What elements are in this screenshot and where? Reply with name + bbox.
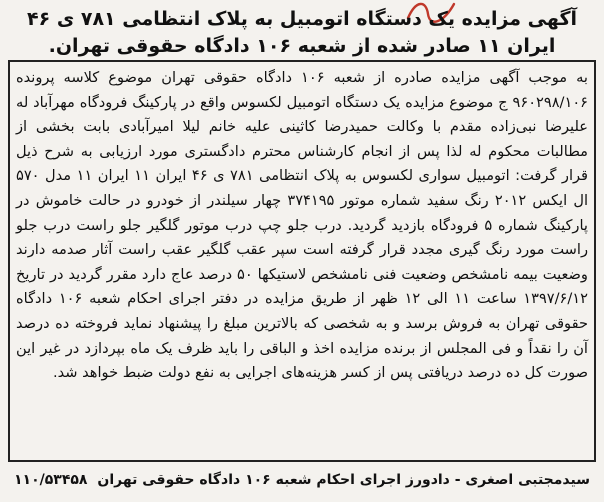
- notice-code: ۱۱۰/۵۳۴۵۸: [14, 472, 88, 488]
- notice-body: به موجب آگهی مزایده صادره از شعبه ۱۰۶ دادگاه حقوقی تهران موضوع کلاسه پرونده ۹۶۰۲۹۸/۱۰۶ ج موضوع مزایده یک دستگاه اتومبیل لکسوس واقع در پارکینگ فرودگاه مهرآباد له علیرضا نبی‌زاده مقدم با وکالت حمیدرضا کاثینی علیه خانم لیلا امیرآبادی بابت بخشی از مطالبات محکوم له لذا پس از انجام کارشناس محترم دادگستری مورد ارزیابی به شرح ذیل قرار گرفت: اتومبیل سواری لکسوس به پلاک انتظامی ۷۸۱ ی ۴۶ ایران ۱۱ ایران ۱۱ مدل ۵۷۰ ال ایکس ۲۰۱۲ رنگ سفید شماره موتور ۳۷۴۱۹۵ چهار سیلندر از خودرو در حالت خاموش در پارکینگ شماره ۵ فرودگاه بازدید گردید. درب جلو چپ درب موتور گلگیر جلو راست درب جلو راست مورد رنگ گیری مجدد قرار گرفته است سپر عقب گلگیر عقب راست آثار صدمه دارند وضعیت بیمه نامشخص وضعیت فنی نامشخص لاستیکها ۵۰ درصد عاج دارد مقرر گردید در تاریخ ۱۳۹۷/۶/۱۲ ساعت ۱۱ الی ۱۲ ظهر از طریق مزایده در دفتر اجرای احکام شعبه ۱۰۶ دادگاه حقوقی تهران به فروش برسد و به شخصی که بالاترین مبلغ را پیشنهاد نماید فروخته ده درصد آن را نقداً و فی المجلس از برنده مزایده اخذ و الباقی را باید ظرف یک ماه بپردازد در غیر این صورت کل ده درصد دریافتی پس از کسر هزینه‌های اجرایی به نفع دولت ضبط خواهد شد.: [16, 69, 589, 382]
- signature-line: سیدمجتبی اصغری - دادورز اجرای احکام شعبه ۱۰۶ دادگاه حقوقی تهران: [97, 472, 590, 488]
- notice-title: آگهی مزایده یک دستگاه اتومبیل به پلاک انتظامی ۷۸۱ ی ۴۶ ایران ۱۱ صادر شده از شعبه ۱۰۶ دادگاه حقوقی تهران.: [27, 8, 577, 57]
- notice-footer: [14, 466, 590, 494]
